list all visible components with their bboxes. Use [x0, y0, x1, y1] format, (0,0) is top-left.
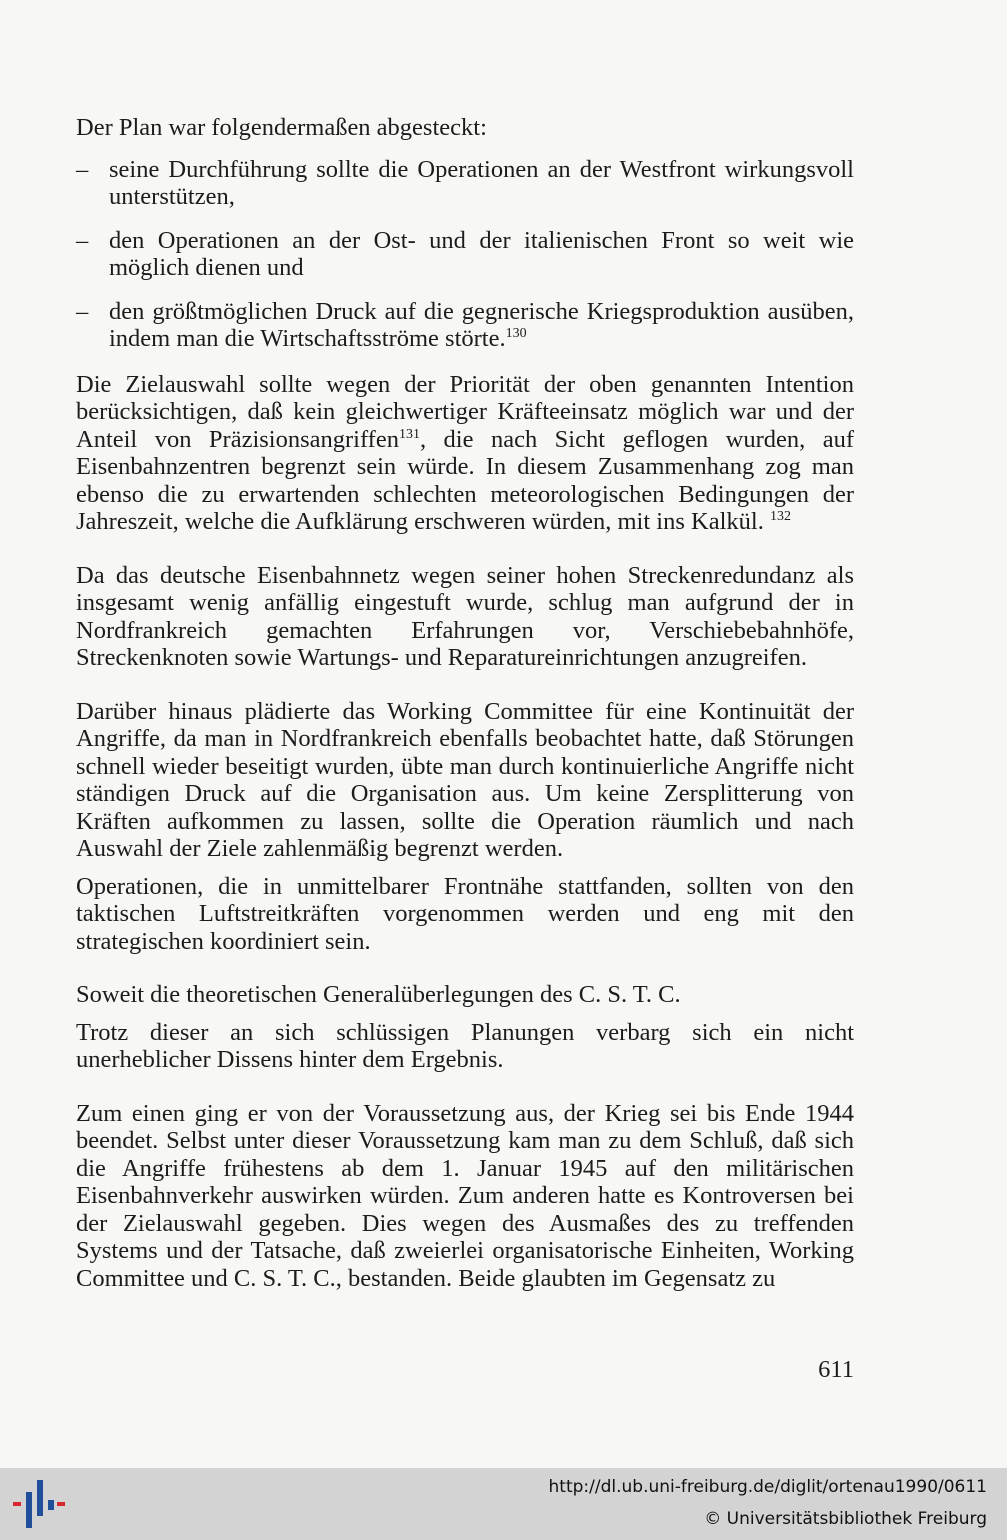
paragraph-assumptions: Zum einen ging er von der Voraussetzung aus, der Krieg sei bis Ende 1944 beendet. Selbst unter dieser Voraussetzung kam man zu dem Schluß, daß sich die Angriffe frühestens ab dem 1. Januar 1945 auf den militärischen Eisenbahnverkehr auswirken würden. Zum anderen hatte es Kontroversen bei der Zielauswahl gegeben. Dies wegen des Ausmaßes des zu treffenden Systems und der Tatsache, daß zweierlei organisatorische Einheiten, Working Committee und C. S. T. C., bestanden. Beide glaubten im Gegensatz zu [76, 1099, 854, 1292]
paragraph-tactical-operations: Operationen, die in unmittelbarer Frontnähe stattfanden, sollten von den taktischen Luftstreitkräften vorgenommen werden und eng mit den strategischen koordiniert sein. [76, 872, 854, 955]
list-item [76, 156, 854, 211]
list-item [76, 298, 854, 353]
list-item-text: den größtmöglichen Druck auf die gegnerische Kriegsproduktion ausüben, indem man die Wirtschaftsströme störte. [109, 297, 854, 352]
footnote-ref[interactable]: 130 [505, 326, 527, 341]
dash-marker: – [76, 297, 89, 325]
footnote-ref[interactable]: 131 [398, 426, 420, 442]
paragraph-summary: Soweit die theoretischen Generalüberlegungen des C. S. T. C. [76, 981, 681, 1008]
dash-marker: – [76, 226, 89, 254]
copyright-notice: © Universitätsbibliothek Freiburg [704, 1509, 987, 1529]
paragraph-railway-network: Da das deutsche Eisenbahnnetz wegen seiner hohen Streckenredundanz als insgesamt wenig anfällig eingestuft wurde, schlug man aufgrund der in Nordfrankreich gemachten Erfahrungen vor, Verschiebebahnhöfe, Streckenknoten sowie Wartungs- und Reparatureinrichtungen anzugreifen. [76, 561, 854, 671]
list-item-text: den Operationen an der Ost- und der italienischen Front so weit wie möglich dienen und [109, 226, 854, 281]
paragraph-text: Die Zielauswahl sollte wegen der Priorität der oben genannten Intention berücksichtigen, daß kein gleichwertiger Kräfteeinsatz möglich war und der Anteil von Präzisionsangriffen [76, 370, 854, 453]
footer-bar [0, 1468, 1007, 1540]
dash-list [76, 156, 854, 353]
list-item [76, 227, 854, 282]
list-item-text: seine Durchführung sollte die Operationen an der Westfront wirkungsvoll unterstützen, [109, 155, 854, 210]
intro-line: Der Plan war folgendermaßen abgesteckt: [76, 114, 487, 141]
dash-marker: – [76, 155, 89, 183]
paragraph-target-selection [76, 371, 854, 536]
document-body [76, 114, 854, 1318]
paragraph-continuity: Darüber hinaus plädierte das Working Committee für eine Kontinuität der Angriffe, da man in Nordfrankreich ebenfalls beobachtet hatte, daß Störungen schnell wieder beseitigt wurden, übte man durch kontinuierliche Angriffe nicht ständigen Druck auf die Organisation aus. Um keine Zersplitterung von Kräften aufkommen zu lassen, sollte die Operation räumlich und nach Auswahl der Ziele zahlenmäßig begrenzt werden. [76, 697, 854, 862]
source-url-link[interactable]: http://dl.ub.uni-freiburg.de/diglit/ortenau1990/0611 [548, 1477, 987, 1497]
page-number: 611 [818, 1356, 854, 1383]
ub-freiburg-logo-icon [10, 1476, 66, 1532]
footnote-ref[interactable]: 132 [769, 509, 791, 524]
paragraph-dissent: Trotz dieser an sich schlüssigen Planungen verbarg sich ein nicht unerheblicher Dissens hinter dem Ergebnis. [76, 1018, 854, 1073]
paragraph-text: , die nach Sicht geflogen wurden, auf Eisenbahnzentren begrenzt sein würde. In diesem Zusammenhang zog man ebenso die zu erwartenden schlechten meteorologischen Bedingungen der Jahreszeit, welche die Aufklärung erschweren würden, mit ins Kalkül. [76, 425, 854, 535]
